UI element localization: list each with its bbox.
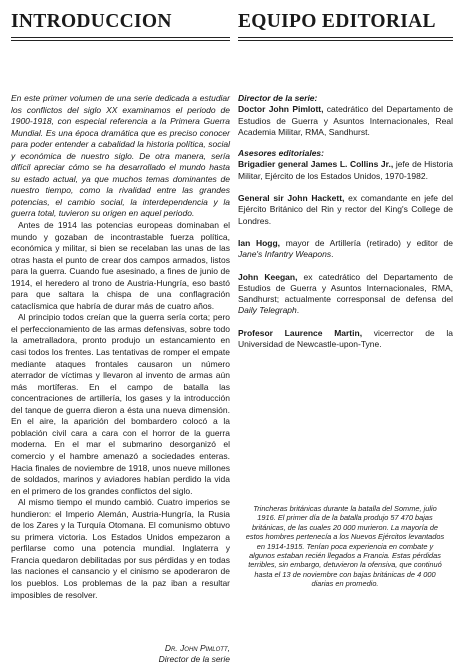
signature: [11, 643, 230, 665]
asesor-name: John Keegan,: [238, 271, 298, 282]
asesor-name: General sir John Hackett,: [238, 193, 345, 204]
asesor-desc-end: .: [331, 249, 334, 260]
intro-paragraph-1: En este primer volumen de una serie dedicada a estudiar los conflictos del siglo XX examinamos el periodo de 1900-1918, con especial referencia a la Primera Guerra Mundial. Es una época dramática que es preciso conocer para poder entender a cabalidad la historia política, social y económica de nuestro siglo. De otra manera, sería difícil apreciar cómo se ha desarrollado el mundo hasta su estado actual, ya que muchos temas dominantes de nuestro tiempo, como la rivalidad entre las grandes potencias, el cambio social, la interdependencia y la guerra total, tuvieron su origen en aquel periodo.: [11, 93, 230, 219]
asesor-desc: vicerrector de la Universidad de Newcastle-upon-Tyne.: [238, 327, 453, 350]
signature-name: Dr. John Pimlott,: [164, 643, 230, 654]
photo-caption: Trincheras británicas durante la batalla del Somme, julio 1916. El primer día de la batalla produjo 57 470 bajas británicas, de las cuales 20 000 murieron. La mayoría de estos hombres pertenecía a los Nuevos Ejércitos levantados en 1914-1915. Tenían poca experiencia en combate y algunos estaban recién llegados a Francia. Estas pérdidas terribles, sin embargo, detuvieron la ofensiva, que continuó hasta el 13 de noviembre con bajas británicas de 4 000 diarias en promedio.: [245, 504, 445, 589]
equipo-column: [238, 10, 453, 350]
introduccion-heading: INTRODUCCION: [11, 11, 172, 32]
asesor-desc: ex comandante en jefe del Ejército Británico del Rin y rector del King's College de Londres.: [238, 193, 453, 226]
intro-paragraph-2: Antes de 1914 las potencias europeas dominaban el mundo y gozaban de incontrastable fuerza política, económica y militar, si bien se recelaban las unas de las otras hasta el punto de crear dos campos armados, listos para la guerra. Cuando fue asesinado, a fines de junio de 1914, el heredero al trono de Austria-Hungría, eso bastó para que saltara la chispa de una conflagración cataclísmica que habría de durar más de cuatro años.: [11, 220, 230, 311]
asesores-role: Asesores editoriales:: [238, 148, 324, 159]
asesor-entry: [238, 328, 453, 351]
director-entry: [238, 104, 453, 138]
heading-rule: [11, 37, 230, 38]
signature-role: Director de la serie: [158, 654, 230, 665]
asesor-name: Brigadier general James L. Collins Jr.,: [238, 159, 394, 170]
asesor-name: Ian Hogg,: [238, 237, 281, 248]
asesor-desc: ex catedrático del Departamento de Estudios de Guerra y Asuntos Internacionales, RMA, Sandhurst; actualmente corresponsal de defensa del: [238, 271, 453, 305]
editorial-list: [238, 93, 453, 350]
intro-paragraph-3: Al principio todos creían que la guerra sería corta; pero el perfeccionamiento de las armas defensivas, sobre todo la ametralladora, pronto produjo un estancamiento en casi todos los frentes. Las tentativas de romper el empate mediante ataques frontales causaron un número aterrador de víctimas y llevaron al invento de armas aún más mortíferas. En el campo de batalla las concentraciones de artillería, los gases y la introducción del tanque de guerra dieron a ésta una nueva dimensión. En el aire, la aparición del bombardero colocó a la población civil cara a cara con el horror de la guerra moderna. En el mar el submarino desorganizó el comercio y el hambre amenazó a sociedades enteras. Hacia finales de noviembre de 1918, unos nueve millones de soldados, marinos y aviadores habían perdido la vida en el primero de los grandes conflictos del siglo.: [11, 312, 230, 496]
asesor-desc: mayor de Artillería (retirado) y editor de: [285, 237, 453, 248]
introduccion-body: [11, 93, 230, 601]
equipo-heading: EQUIPO EDITORIAL: [238, 11, 436, 32]
asesor-publication: Jane's Infantry Weapons: [238, 249, 332, 260]
asesor-entry: [238, 272, 453, 317]
asesor-entry: [238, 159, 453, 182]
director-role: Director de la serie:: [238, 93, 318, 103]
director-desc: catedrático del Departamento de Estudios de Guerra y Asuntos Internacionales, Real Academia Militar, RMA, Sandhurst.: [238, 104, 453, 137]
intro-paragraph-4: Al mismo tiempo el mundo cambió. Cuatro imperios se hundieron: el Imperio Alemán, Austria-Hungría, la Rusia de los Zares y la Turquía Otomana. El comunismo obtuvo su primera victoria. Los Estados Unidos empezaron a perfilarse como una potencia mundial. Inglaterra y Francia quedaron debilitadas por sus pérdidas y en todas las naciones el cansancio y el cinismo se apoderaron de los pueblos. Los problemas de la paz iban a resultar imposibles de resolver.: [11, 497, 230, 600]
asesor-entry: [238, 238, 453, 261]
director-name: Doctor John Pimlott,: [238, 104, 324, 115]
asesor-publication: Daily Telegraph: [238, 305, 297, 316]
asesor-entry: [238, 193, 453, 227]
asesor-desc-end: .: [296, 305, 300, 316]
heading-rule-thin: [11, 40, 230, 41]
heading-rule-thin: [238, 40, 453, 41]
asesor-name: Profesor Laurence Martin,: [238, 327, 363, 338]
heading-rule: [238, 37, 453, 38]
introduccion-column: [11, 10, 230, 665]
asesor-desc: jefe de Historia Militar, Ejército de los Estados Unidos, 1970-1982.: [238, 159, 453, 181]
